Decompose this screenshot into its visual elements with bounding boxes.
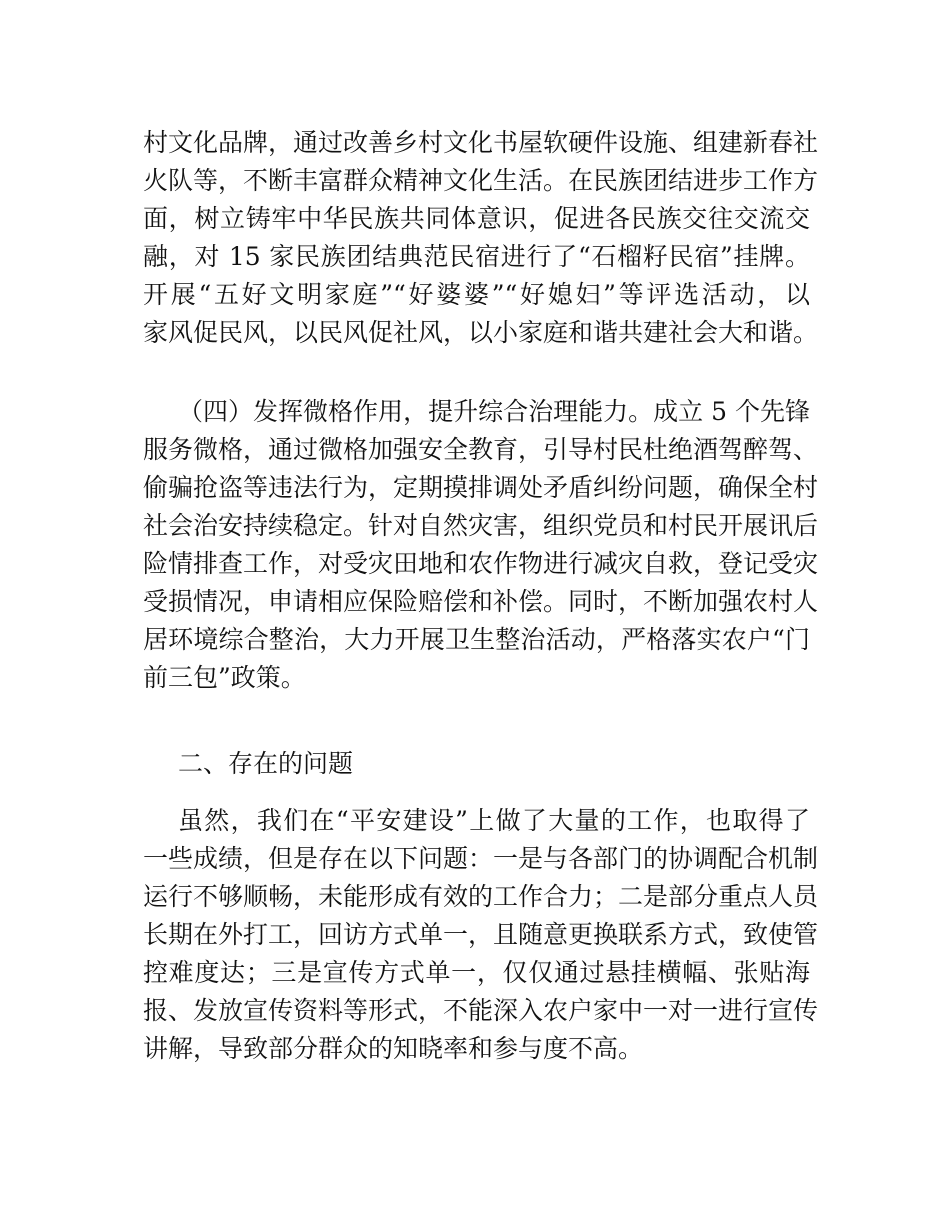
paragraph-cultural-ethnic-unity: [143, 124, 819, 352]
paragraph-line: 开展“五好文明家庭”“好婆婆”“好媳妇”等评选活动，以: [143, 280, 810, 309]
section-heading: [143, 745, 810, 783]
paragraph-line: 社会治安持续稳定。针对自然灾害，组织党员和村民开展讯后: [143, 511, 819, 540]
paragraph-line: 控难度达；三是宣传方式单一，仅仅通过悬挂横幅、张贴海: [143, 958, 810, 987]
section-heading-text: 二、存在的问题: [178, 749, 354, 778]
paragraph-line: 居环境综合整治，大力开展卫生整治活动，严格落实农户“门: [143, 625, 810, 654]
paragraph-line: 险情排查工作，对受灾田地和农作物进行减灾自救，登记受灾: [143, 549, 819, 578]
paragraph-line: （四）发挥微格作用，提升综合治理能力。成立 5 个先锋: [178, 397, 810, 426]
paragraph-line: 火队等，不断丰富群众精神文化生活。在民族团结进步工作方: [143, 166, 819, 195]
paragraph-line: 虽然，我们在“平安建设”上做了大量的工作，也取得了: [178, 806, 810, 835]
paragraph-line: 讲解，导致部分群众的知晓率和参与度不高。: [143, 1034, 644, 1063]
paragraph-line: 村文化品牌，通过改善乡村文化书屋软硬件设施、组建新春社: [143, 128, 819, 157]
paragraph-line: 服务微格，通过微格加强安全教育，引导村民杜绝酒驾醉驾、: [143, 435, 819, 464]
paragraph-line: 受损情况，申请相应保险赔偿和补偿。同时，不断加强农村人: [143, 587, 819, 616]
paragraph-micro-grid-governance: [143, 393, 819, 697]
paragraph-line: 融，对 15 家民族团结典范民宿进行了“石榴籽民宿”挂牌。: [143, 242, 810, 271]
paragraph-existing-problems: [143, 802, 819, 1068]
paragraph-line: 报、发放宣传资料等形式，不能深入农户家中一对一进行宣传: [143, 996, 819, 1025]
paragraph-line: 面，树立铸牢中华民族共同体意识，促进各民族交往交流交: [143, 204, 810, 233]
paragraph-line: 家风促民风，以民风促社风，以小家庭和谐共建社会大和谐。: [143, 318, 819, 347]
paragraph-line: 长期在外打工，回访方式单一，且随意更换联系方式，致使管: [143, 920, 819, 949]
paragraph-line: 运行不够顺畅，未能形成有效的工作合力；二是部分重点人员: [143, 882, 819, 911]
paragraph-line: 一些成绩，但是存在以下问题：一是与各部门的协调配合机制: [143, 844, 819, 873]
paragraph-line: 前三包”政策。: [143, 663, 306, 692]
paragraph-line: 偷骗抢盗等违法行为，定期摸排调处矛盾纠纷问题，确保全村: [143, 473, 819, 502]
